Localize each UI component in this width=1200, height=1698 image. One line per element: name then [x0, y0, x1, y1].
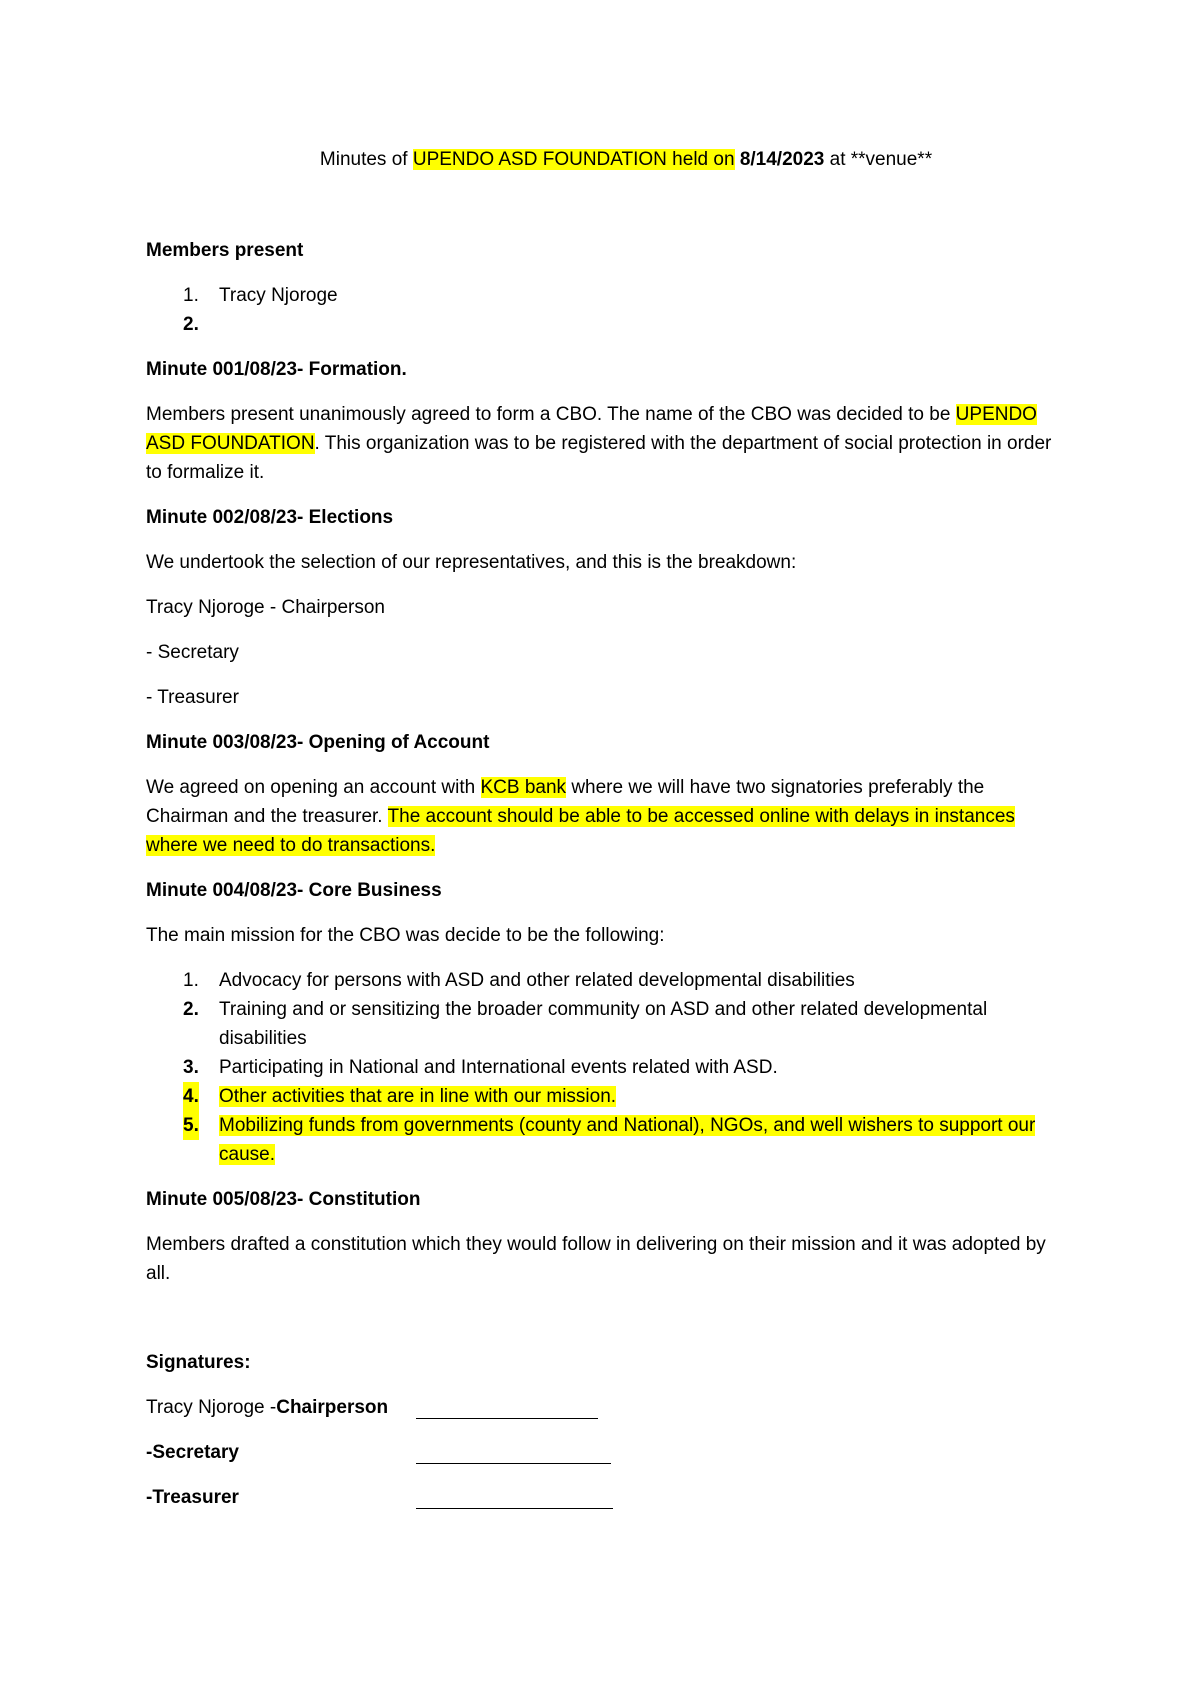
treasurer-label: -Treasurer [146, 1487, 239, 1508]
title-venue: at **venue** [824, 149, 933, 170]
minute-005-text: Members drafted a constitution which they would follow in delivering on their mission and it was adopted by all. [146, 1234, 1046, 1284]
list-text: Participating in National and International events related with ASD. [219, 1057, 778, 1078]
signature-line [416, 1441, 611, 1464]
minute-004-heading: Minute 004/08/23- Core Business [146, 880, 442, 901]
list-number: 1. [183, 970, 199, 991]
title-prefix: Minutes of [319, 149, 413, 170]
minute-002-intro: We undertook the selection of our representatives, and this is the breakdown: [146, 552, 797, 573]
list-text: Other activities that are in line with our mission. [219, 1086, 617, 1107]
minute-005-heading: Minute 005/08/23- Constitution [146, 1189, 421, 1210]
minute-002-heading: Minute 002/08/23- Elections [146, 507, 394, 528]
members-heading: Members present [146, 240, 304, 261]
role-chairperson: Tracy Njoroge - Chairperson [146, 597, 385, 618]
list-item [146, 1082, 1066, 1111]
document-title [146, 145, 1066, 174]
secretary-label: -Secretary [146, 1442, 239, 1463]
account-note-highlight: The account should be able to be accessed online with delays in instances where we need to do transactions. [146, 806, 1015, 856]
minute-003-heading: Minute 003/08/23- Opening of Account [146, 732, 490, 753]
mission-list [146, 966, 1066, 1169]
list-number: 5. [183, 1111, 199, 1140]
list-text: Mobilizing funds from governments (county and National), NGOs, and well wishers to support our cause. [219, 1115, 1036, 1165]
role-secretary: - Secretary [146, 642, 239, 663]
signature-row-chairperson [146, 1393, 1066, 1422]
list-item [146, 995, 1066, 1053]
list-number: 2. [183, 314, 199, 335]
minute-001-text: Members present unanimously agreed to form a CBO. The name of the CBO was decided to be UPENDO ASD FOUNDATION. This organization was to be registered with the department of social protection in order to formalize it. [146, 404, 1052, 483]
org-name-highlight: UPENDO ASD FOUNDATION [146, 404, 1037, 454]
document-body [146, 145, 1066, 1528]
signature-row-secretary [146, 1438, 1066, 1467]
list-number: 3. [183, 1057, 199, 1078]
members-list [146, 281, 1066, 339]
list-item [146, 281, 1066, 310]
signatures-heading: Signatures: [146, 1352, 251, 1373]
signature-row-treasurer [146, 1483, 1066, 1512]
list-item [146, 966, 1066, 995]
signature-line [416, 1396, 598, 1419]
list-number: 1. [183, 285, 199, 306]
list-text: Tracy Njoroge [219, 285, 338, 306]
chair-role: Chairperson [276, 1397, 389, 1418]
minute-004-intro: The main mission for the CBO was decide to be the following: [146, 925, 665, 946]
list-number: 4. [183, 1082, 199, 1111]
list-text: Advocacy for persons with ASD and other related developmental disabilities [219, 970, 855, 991]
list-item [146, 310, 1066, 339]
signature-line [416, 1486, 613, 1509]
minute-003-text: We agreed on opening an account with KCB bank where we will have two signatories preferably the Chairman and the treasurer. The account should be able to be accessed online with delays in instances where we need to do transactions. [146, 777, 1015, 856]
role-treasurer: - Treasurer [146, 687, 239, 708]
list-number: 2. [183, 999, 199, 1020]
title-org-highlight: UPENDO ASD FOUNDATION held on [412, 149, 735, 170]
spacer [146, 1304, 1066, 1348]
list-item [146, 1111, 1066, 1169]
bank-highlight: KCB bank [480, 777, 567, 798]
minute-001-heading: Minute 001/08/23- Formation. [146, 359, 407, 380]
list-item [146, 1053, 1066, 1082]
list-text: Training and or sensitizing the broader community on ASD and other related developmental disabilities [219, 999, 988, 1049]
title-date: 8/14/2023 [739, 149, 825, 170]
chair-name: Tracy Njoroge - [146, 1397, 277, 1418]
